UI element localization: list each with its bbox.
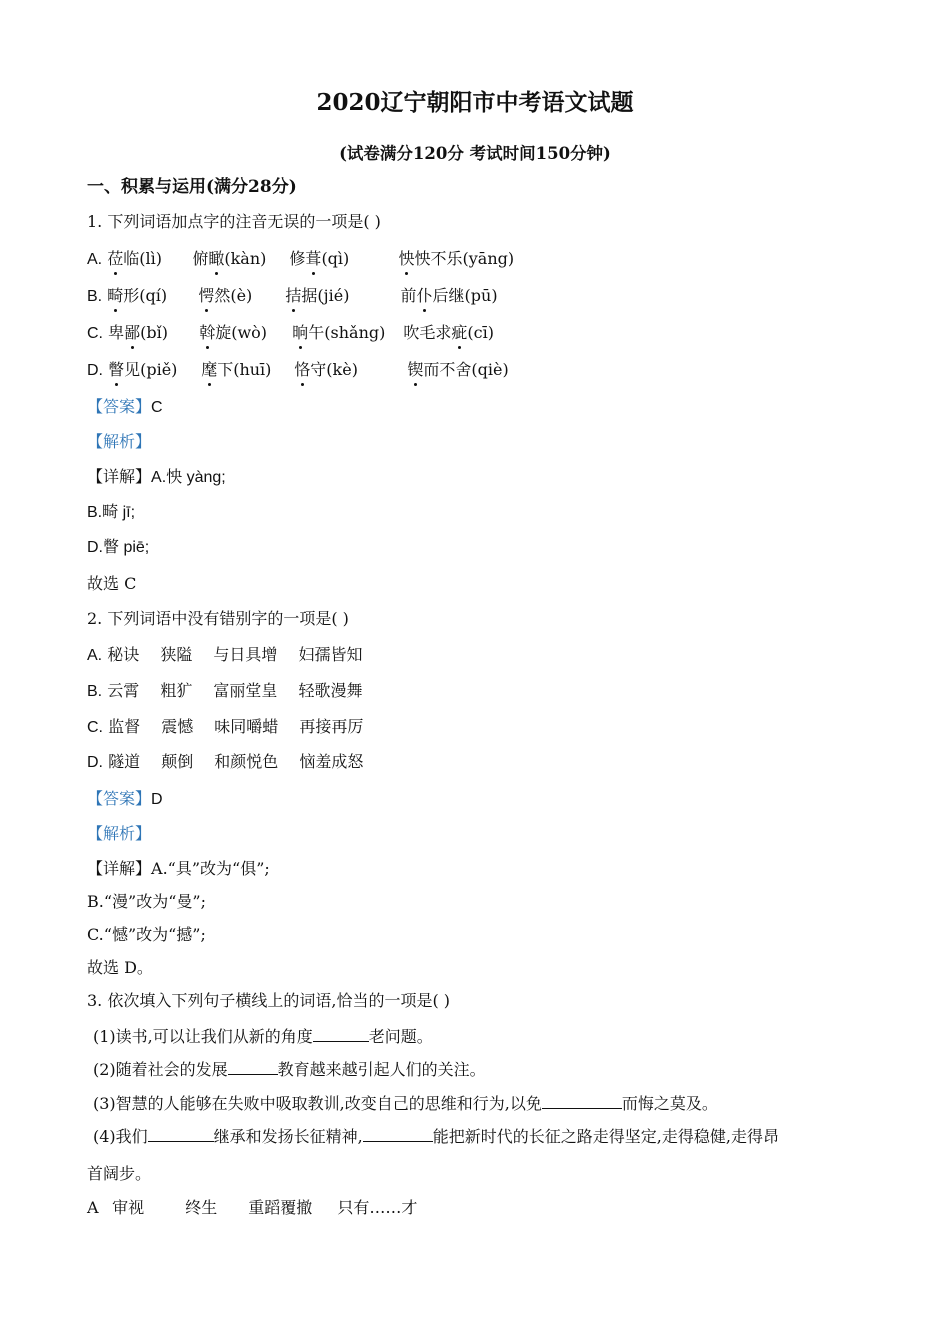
question-1-detail-d: D.瞥 piē; xyxy=(87,539,150,556)
question-2-detail-b: B.“漫”改为“曼”; xyxy=(87,892,206,911)
question-1-option-a: A. 莅临(lì) 俯瞰(kàn) 修葺(qì) 怏怏不乐(yāng) xyxy=(87,249,515,268)
section-heading: 一、积累与运用(满分28分) xyxy=(87,177,297,197)
question-1-stem: 1. 下列词语加点字的注音无误的一项是( ) xyxy=(87,212,381,231)
question-2-option-d: D. 隧道 颠倒 和颜悦色 恼羞成怒 xyxy=(87,752,364,771)
question-3-sentence-4: (4)我们 继承和发扬长征精神, 能把新时代的长征之路走得坚定,走得稳健,走得昂 xyxy=(93,1127,779,1146)
question-1-analysis-label: 【解析】 xyxy=(87,432,152,451)
question-2-answer: 【答案】D xyxy=(87,789,163,808)
option-letter: C. xyxy=(87,719,103,736)
question-2-analysis-label: 【解析】 xyxy=(87,824,152,843)
option-letter: D. xyxy=(87,754,103,771)
answer-blank[interactable] xyxy=(313,1027,369,1042)
answer-blank[interactable] xyxy=(228,1060,278,1075)
question-2-detail-c: C.“憾”改为“撼”; xyxy=(87,925,206,944)
question-2-option-c: C. 监督 震憾 味同嚼蜡 再接再厉 xyxy=(87,717,364,736)
question-2-conclusion: 故选 D。 xyxy=(87,958,153,977)
question-3-sentence-1: (1)读书,可以让我们从新的角度 老问题。 xyxy=(93,1027,433,1046)
question-3-sentence-3: (3)智慧的人能够在失败中吸取教训,改变自己的思维和行为,以免 而悔之莫及。 xyxy=(93,1094,718,1113)
question-2-option-a: A. 秘诀 狭隘 与日具增 妇孺皆知 xyxy=(87,645,363,664)
option-letter: D. xyxy=(87,362,103,379)
option-letter: C. xyxy=(87,325,103,342)
question-3-sentence-2: (2)随着社会的发展 教育越来越引起人们的关注。 xyxy=(93,1060,486,1079)
question-1-conclusion: 故选 C xyxy=(87,574,137,593)
question-1-detail: 【详解】A.怏 yàng; xyxy=(87,467,226,486)
question-3-stem: 3. 依次填入下列句子横线上的词语,恰当的一项是( ) xyxy=(87,991,451,1010)
question-1-option-d: D. 瞥见(piě) 麾下(huī) 恪守(kè) 锲而不舍(qiè) xyxy=(87,360,509,379)
question-1-answer: 【答案】C xyxy=(87,397,163,416)
question-1-option-b: B. 畸形(qí) 愕然(è) 拮据(jié) 前仆后继(pū) xyxy=(87,286,498,305)
exam-info: (试卷满分120分 考试时间150分钟) xyxy=(339,144,611,163)
answer-blank[interactable] xyxy=(148,1127,214,1142)
option-letter: B. xyxy=(87,683,103,700)
question-2-detail: 【详解】A.“具”改为“俱”; xyxy=(87,859,270,878)
option-letter: A. xyxy=(87,251,103,268)
question-3-sentence-4-cont: 首阔步。 xyxy=(87,1164,152,1183)
question-2-option-b: B. 云霄 粗犷 富丽堂皇 轻歌漫舞 xyxy=(87,681,363,700)
question-3-option-a: A 审视 终生 重蹈覆撤 只有……才 xyxy=(87,1198,418,1217)
question-2-stem: 2. 下列词语中没有错别字的一项是( ) xyxy=(87,609,349,628)
option-letter: B. xyxy=(87,288,103,305)
page-title: 2020辽宁朝阳市中考语文试题 xyxy=(316,89,634,116)
answer-blank[interactable] xyxy=(542,1094,622,1109)
option-letter: A. xyxy=(87,647,103,664)
answer-blank[interactable] xyxy=(363,1127,433,1142)
question-1-option-c: C. 卑鄙(bǐ) 斡旋(wò) 晌午(shǎng) 吹毛求疵(cī) xyxy=(87,323,494,342)
question-1-detail-b: B.畸 jī; xyxy=(87,504,136,521)
option-letter: A xyxy=(87,1198,99,1217)
